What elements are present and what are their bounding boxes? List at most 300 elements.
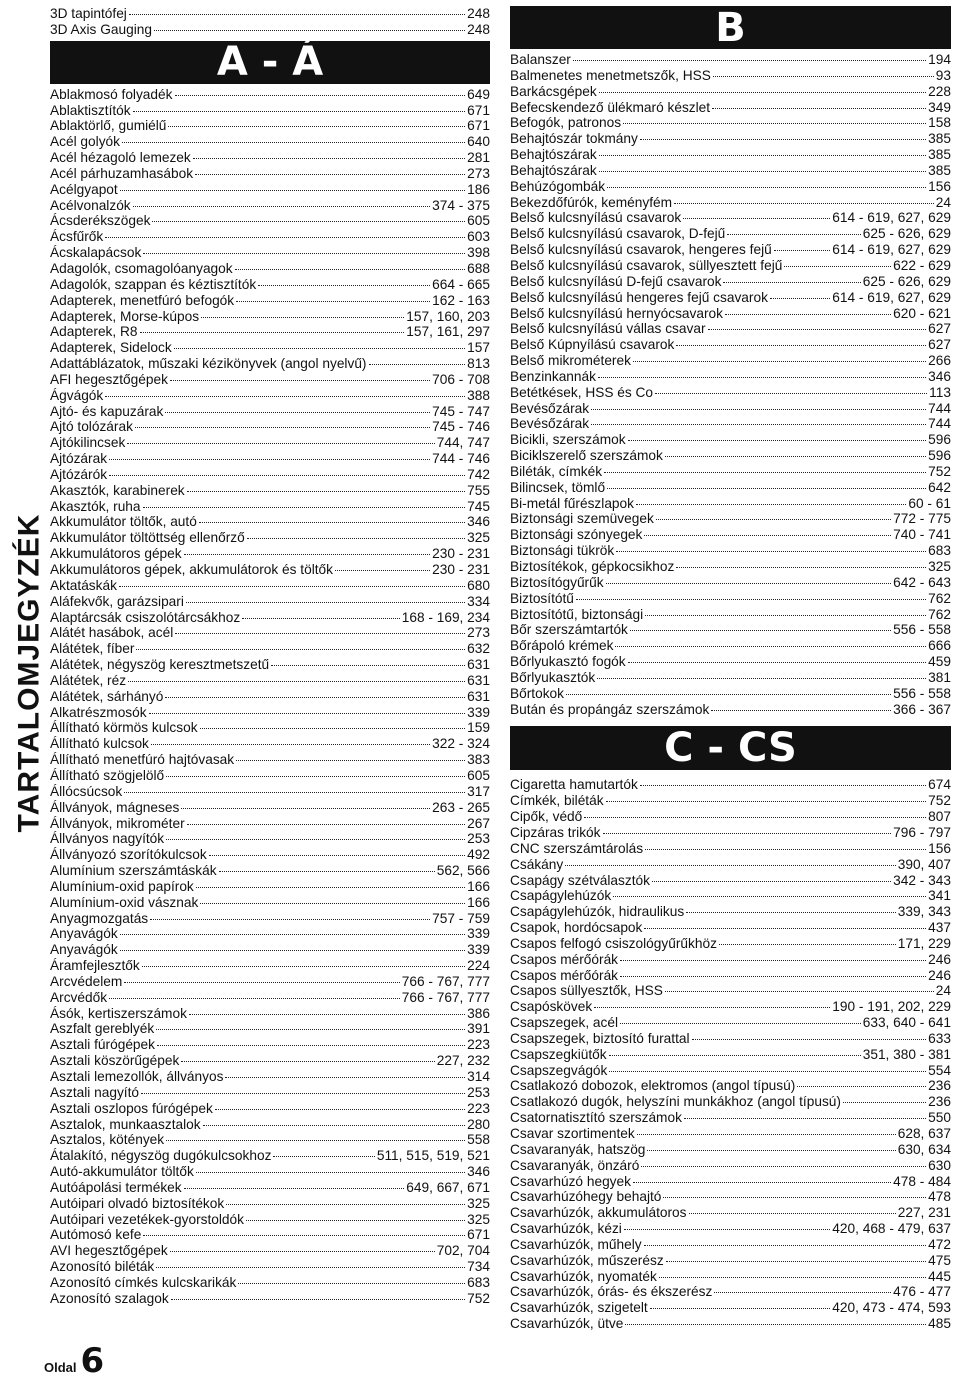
entry-label: Belső kulcsnyílású csavarok, süllyesztett fejű <box>510 257 783 273</box>
index-entry <box>50 625 490 641</box>
entry-page: 740 - 741 <box>893 527 951 543</box>
section-a-header <box>50 41 490 84</box>
dot-leader <box>607 187 926 188</box>
entry-label: Csavarhúzók, ütve <box>510 1316 624 1332</box>
entry-page: 633 <box>928 1030 951 1046</box>
entry-label: Áramfejlesztők <box>50 958 140 974</box>
index-entry <box>510 575 951 591</box>
index-entry <box>50 419 490 435</box>
section-c-entries <box>510 777 951 1332</box>
entry-label: Behajtószár tokmány <box>510 131 638 147</box>
index-entry <box>50 277 490 293</box>
index-entry <box>510 591 951 607</box>
entry-page: 159 <box>467 720 490 736</box>
index-entry <box>50 309 490 325</box>
index-entry <box>510 1237 951 1253</box>
entry-label: Belső Kúpnyílású csavarok <box>510 337 675 353</box>
entry-label: Ablaktörlő, gumiélű <box>50 118 167 134</box>
dot-leader <box>193 158 465 159</box>
index-entry <box>510 904 951 920</box>
entry-page: 314 <box>467 1069 490 1084</box>
entry-page: 640 <box>467 134 490 150</box>
entry-page: 168 - 169, 234 <box>401 609 490 625</box>
index-entry <box>510 480 951 496</box>
entry-page: 671 <box>467 102 490 118</box>
entry-page: 603 <box>467 229 490 245</box>
entry-label: Ácskalapácsok <box>50 245 142 261</box>
entry-page: 642 - 643 <box>893 574 951 590</box>
entry-label: Csavarhúzók, akkumulátoros <box>510 1205 687 1221</box>
index-entry <box>50 483 490 499</box>
entry-label: Csapszegek, biztosító furattal <box>510 1030 690 1046</box>
entry-label: Csavaranyák, önzáró <box>510 1157 640 1173</box>
entry-label: Acél golyók <box>50 134 120 150</box>
section-c-header <box>510 726 951 770</box>
dot-leader <box>599 171 926 172</box>
dot-leader <box>652 881 891 882</box>
index-entry <box>50 404 490 420</box>
entry-label: Asztali oszlopos fúrógépek <box>50 1100 213 1116</box>
dot-leader <box>625 1324 926 1325</box>
entry-label: Alátétek, fíber <box>50 641 135 657</box>
index-entry <box>510 369 951 385</box>
entry-label: Csavarhúzók, műszerész <box>510 1252 664 1268</box>
entry-label: Csapágylehúzók <box>510 888 612 904</box>
entry-label: Adapterek, R8 <box>50 324 138 340</box>
index-entry <box>510 1316 951 1332</box>
dot-leader <box>170 380 430 381</box>
dot-leader <box>603 833 892 834</box>
dot-leader <box>142 966 465 967</box>
index-entry <box>50 926 490 942</box>
entry-label: Acélvonalzók <box>50 197 131 213</box>
dot-leader <box>151 744 430 745</box>
dot-leader <box>119 586 465 587</box>
dot-leader <box>149 713 466 714</box>
index-entry <box>510 686 951 702</box>
entry-label: Belső kulcsnyílású csavarok <box>510 210 682 226</box>
index-entry <box>510 607 951 623</box>
index-entry <box>50 752 490 768</box>
entry-label: Belső kulcsnyílású csavarok, D-fejű <box>510 226 726 242</box>
dot-leader <box>195 174 465 175</box>
index-entry <box>50 372 490 388</box>
entry-page: 558 <box>467 1132 490 1148</box>
entry-label: Aszfalt gereblyék <box>50 1021 155 1037</box>
dot-leader <box>665 456 926 457</box>
index-entry <box>50 356 490 372</box>
index-entry <box>510 100 951 116</box>
index-entry <box>510 84 951 100</box>
index-entry <box>50 499 490 515</box>
index-entry <box>510 1269 951 1285</box>
index-entry <box>510 809 951 825</box>
dot-leader <box>236 760 465 761</box>
entry-label: Ácsfűrők <box>50 229 104 245</box>
index-entry <box>50 261 490 277</box>
dot-leader <box>797 1086 926 1087</box>
dot-leader <box>209 855 465 856</box>
index-entry <box>50 594 490 610</box>
entry-label: Bőrápoló krémek <box>510 638 614 654</box>
entry-page: 752 <box>467 1290 490 1306</box>
entry-label: Alátét hasábok, acél <box>50 625 174 641</box>
entry-page: 281 <box>467 150 490 166</box>
entry-label: Autóápolási termékek <box>50 1179 182 1195</box>
index-entry <box>510 52 951 68</box>
entry-page: 478 - 484 <box>893 1173 951 1189</box>
entry-page: 476 - 477 <box>893 1284 951 1300</box>
index-entry <box>510 543 951 559</box>
entry-page: 664 - 665 <box>432 276 490 292</box>
dot-leader <box>584 817 926 818</box>
entry-page: 630, 634 <box>897 1141 951 1157</box>
entry-label: Adagolók, szappan és kéztisztítók <box>50 276 257 292</box>
entry-page: 236 <box>928 1078 951 1094</box>
index-entry <box>50 895 490 911</box>
dot-leader <box>606 583 892 584</box>
index-entry <box>510 983 951 999</box>
entry-label: Állítható menetfúró hajtóvasak <box>50 752 235 768</box>
dot-leader <box>242 618 400 619</box>
dot-leader <box>624 1229 830 1230</box>
dot-leader <box>659 1277 926 1278</box>
entry-label: Autó-akkumulátor töltők <box>50 1164 194 1180</box>
left-top-entries <box>50 6 490 38</box>
index-entry <box>50 118 490 134</box>
entry-page: 562, 566 <box>436 863 490 879</box>
entry-page: 267 <box>467 815 490 831</box>
index-entry <box>50 293 490 309</box>
entry-page: 745 - 747 <box>432 403 490 419</box>
dot-leader <box>124 982 399 983</box>
index-entry <box>50 736 490 752</box>
index-entry <box>510 511 951 527</box>
dot-leader <box>609 1055 861 1056</box>
dot-leader <box>171 1299 465 1300</box>
dot-leader <box>156 1267 465 1268</box>
dot-leader <box>133 206 431 207</box>
index-entry <box>50 166 490 182</box>
dot-leader <box>666 1261 926 1262</box>
entry-page: 445 <box>928 1268 951 1284</box>
index-entry <box>50 562 490 578</box>
dot-leader <box>623 123 926 124</box>
entry-label: Behajtószárak <box>510 162 597 178</box>
dot-leader <box>369 364 466 365</box>
dot-leader <box>152 221 465 222</box>
dot-leader <box>238 1283 465 1284</box>
dot-leader <box>628 440 927 441</box>
entry-page: 631 <box>467 688 490 704</box>
entry-page: 420, 468 - 479, 637 <box>832 1221 951 1237</box>
index-entry <box>510 448 951 464</box>
entry-label: Csapos süllyesztők, HSS <box>510 983 663 999</box>
index-entry <box>510 337 951 353</box>
entry-label: Adapterek, Sidelock <box>50 340 172 356</box>
entry-label: Állványok, mágneses <box>50 799 180 815</box>
index-entry <box>510 68 951 84</box>
entry-page: 642 <box>928 479 951 495</box>
entry-page: 734 <box>467 1259 490 1275</box>
dot-leader <box>637 1134 896 1135</box>
index-entry <box>510 464 951 480</box>
entry-label: Akasztók, karabinerek <box>50 482 185 498</box>
dot-leader <box>187 491 466 492</box>
dot-leader <box>604 472 926 473</box>
index-entry <box>50 768 490 784</box>
entry-label: Ajtókilincsek <box>50 435 126 451</box>
entry-page: 605 <box>467 213 490 229</box>
entry-label: Cipzáras trikók <box>510 824 601 840</box>
entry-page: 772 - 775 <box>893 511 951 527</box>
dot-leader <box>109 998 400 999</box>
entry-page: 554 <box>928 1062 951 1078</box>
entry-label: Biztosítótű <box>510 590 574 606</box>
index-entry <box>510 841 951 857</box>
entry-page: 622 - 629 <box>893 257 951 273</box>
index-entry <box>510 242 951 258</box>
entry-label: Acélgyapot <box>50 181 118 197</box>
index-entry <box>50 578 490 594</box>
entry-page: 223 <box>467 1100 490 1116</box>
entry-page: 388 <box>467 387 490 403</box>
index-entry <box>510 1253 951 1269</box>
section-b-entries <box>510 52 951 717</box>
dot-leader <box>181 1061 434 1062</box>
entry-label: Barkácsgépek <box>510 83 597 99</box>
entry-page: 485 <box>928 1316 951 1332</box>
entry-page: 351, 380 - 381 <box>862 1046 951 1062</box>
index-entry <box>510 857 951 873</box>
dot-leader <box>650 1308 831 1309</box>
dot-leader <box>189 1014 465 1015</box>
entry-label: Állványos nagyítók <box>50 831 165 847</box>
dot-leader <box>620 976 926 977</box>
index-entry <box>50 388 490 404</box>
entry-label: Ablakmosó folyadék <box>50 86 173 102</box>
dot-leader <box>109 459 430 460</box>
index-entry <box>510 416 951 432</box>
index-entry <box>510 496 951 512</box>
entry-label: Bevésőzárak <box>510 400 590 416</box>
dot-leader <box>594 1007 830 1008</box>
entry-page: 632 <box>467 641 490 657</box>
entry-page: 459 <box>928 654 951 670</box>
entry-page: 627 <box>928 337 951 353</box>
entry-page: 156 <box>928 840 951 856</box>
entry-label: Csatornatisztító szerszámok <box>510 1110 682 1126</box>
entry-label: Csapok, hordócsapok <box>510 920 643 936</box>
left-column <box>50 6 490 1307</box>
entry-label: Belső mikrométerek <box>510 353 631 369</box>
entry-page: 349 <box>928 99 951 115</box>
index-entry <box>50 1180 490 1196</box>
entry-label: Balmenetes menetmetszők, HSS <box>510 67 711 83</box>
index-entry <box>50 213 490 229</box>
entry-label: Alátétek, négyszög keresztmetszetű <box>50 657 270 673</box>
dot-leader <box>247 538 465 539</box>
index-entry <box>50 22 490 38</box>
index-entry <box>510 274 951 290</box>
dot-leader <box>150 919 430 920</box>
index-entry <box>510 920 951 936</box>
entry-page: 630 <box>928 1157 951 1173</box>
entry-label: Csavarhúzók, nyomaték <box>510 1268 657 1284</box>
dot-leader <box>200 903 465 904</box>
entry-page: 745 <box>467 498 490 514</box>
entry-page: 93 <box>935 67 951 83</box>
entry-page: 171, 229 <box>897 935 951 951</box>
entry-page: 744 - 746 <box>432 451 490 467</box>
entry-label: Biztonsági szemüvegek <box>510 511 654 527</box>
entry-page: 391 <box>467 1021 490 1037</box>
entry-label: Bután és propángáz szerszámok <box>510 701 710 717</box>
dot-leader <box>166 839 465 840</box>
entry-page: 674 <box>928 777 951 793</box>
entry-page: 339, 343 <box>897 904 951 920</box>
entry-label: Állítható kulcsok <box>50 736 149 752</box>
entry-page: 236 <box>928 1094 951 1110</box>
entry-label: Adapterek, menetfúró befogók <box>50 292 235 308</box>
index-entry <box>510 1205 951 1221</box>
entry-label: Belső kulcsnyílású vállas csavar <box>510 321 706 337</box>
dot-leader <box>187 824 466 825</box>
dot-leader <box>196 887 465 888</box>
entry-label: AFI hegesztőgépek <box>50 371 168 387</box>
index-entry <box>510 115 951 131</box>
index-entry <box>510 1047 951 1063</box>
entry-page: 620 - 621 <box>893 305 951 321</box>
entry-page: 556 - 558 <box>893 685 951 701</box>
entry-label: Csapszegvágók <box>510 1062 608 1078</box>
dot-leader <box>175 95 466 96</box>
entry-label: Akkumulátoros gépek, akkumulátorok és töltők <box>50 562 334 577</box>
dot-leader <box>613 896 926 897</box>
page-footer <box>44 1341 104 1381</box>
index-entry <box>50 514 490 530</box>
entry-page: 273 <box>467 625 490 641</box>
entry-page: 194 <box>928 52 951 67</box>
entry-page: 186 <box>467 181 490 197</box>
dot-leader <box>674 203 934 204</box>
index-entry <box>50 451 490 467</box>
index-entry <box>50 689 490 705</box>
index-entry <box>50 546 490 562</box>
dot-leader <box>689 1213 896 1214</box>
index-entry <box>50 1132 490 1148</box>
index-entry <box>50 1037 490 1053</box>
entry-label: CNC szerszámtárolás <box>510 840 644 856</box>
dot-leader <box>676 567 926 568</box>
index-entry <box>50 831 490 847</box>
dot-leader <box>143 507 466 508</box>
index-entry <box>50 1085 490 1101</box>
index-entry <box>50 1021 490 1037</box>
entry-label: Ajtó- és kapuzárak <box>50 403 164 419</box>
entry-label: Biztosítógyűrűk <box>510 574 604 590</box>
index-entry <box>510 638 951 654</box>
entry-label: Csavarhúzók, kézi <box>510 1221 622 1237</box>
dot-leader <box>143 1235 465 1236</box>
entry-page: 614 - 619, 627, 629 <box>832 210 951 226</box>
index-entry <box>510 290 951 306</box>
dot-leader <box>128 681 465 682</box>
dot-leader <box>120 950 465 951</box>
index-entry <box>510 793 951 809</box>
index-entry <box>510 1221 951 1237</box>
entry-label: Csapos felfogó csiszológyűrűkhöz <box>510 935 717 951</box>
index-entry <box>50 103 490 119</box>
dot-leader <box>665 991 934 992</box>
index-entry <box>510 147 951 163</box>
dot-leader <box>201 317 404 318</box>
entry-page: 755 <box>467 482 490 498</box>
dot-leader <box>620 960 926 961</box>
index-entry <box>50 1227 490 1243</box>
entry-label: Csapos mérőórák <box>510 967 619 983</box>
index-entry <box>510 179 951 195</box>
index-entry <box>50 911 490 927</box>
entry-page: 383 <box>467 752 490 768</box>
entry-page: 374 - 375 <box>432 197 490 213</box>
dot-leader <box>184 554 431 555</box>
entry-page: 762 <box>928 606 951 622</box>
index-entry <box>510 825 951 841</box>
index-entry <box>510 321 951 337</box>
entry-label: Biléták, címkék <box>510 463 603 479</box>
entry-label: Csapóskövek <box>510 999 593 1015</box>
index-entry <box>510 936 951 952</box>
entry-page: 671 <box>467 118 490 134</box>
entry-label: Alumínium-oxid vásznak <box>50 894 199 910</box>
index-entry <box>50 229 490 245</box>
dot-leader <box>235 269 466 270</box>
entry-page: 339 <box>467 704 490 720</box>
entry-page: 273 <box>467 165 490 181</box>
entry-page: 744, 747 <box>436 435 490 451</box>
entry-page: 325 <box>467 530 490 546</box>
index-entry <box>50 879 490 895</box>
entry-page: 807 <box>928 809 951 825</box>
index-entry <box>510 1110 951 1126</box>
entry-label: Belső kulcsnyílású csavarok, hengeres fejű <box>510 242 772 258</box>
dot-leader <box>641 1166 926 1167</box>
index-entry <box>510 952 951 968</box>
index-entry <box>510 1015 951 1031</box>
index-entry <box>50 530 490 546</box>
entry-page: 339 <box>467 942 490 958</box>
entry-label: Alkatrészmosók <box>50 704 147 720</box>
dot-leader <box>630 630 891 631</box>
entry-page: 325 <box>467 1211 490 1227</box>
entry-page: 766 - 767, 777 <box>401 989 490 1005</box>
dot-leader <box>620 1023 861 1024</box>
dot-leader <box>708 329 927 330</box>
index-entry <box>510 131 951 147</box>
entry-label: Azonosító szalagok <box>50 1290 169 1306</box>
entry-label: Autóipari vezetékek-gyorstoldók <box>50 1211 245 1227</box>
index-entry <box>50 800 490 816</box>
dot-leader <box>684 1118 926 1119</box>
page-number: 6 <box>80 1341 105 1381</box>
dot-leader <box>122 142 465 143</box>
dot-leader <box>105 237 465 238</box>
dot-leader <box>599 92 926 93</box>
section-a-entries <box>50 87 490 1307</box>
entry-label: Alaptárcsák csiszolótárcsákhoz <box>50 609 241 625</box>
entry-page: 325 <box>928 559 951 574</box>
